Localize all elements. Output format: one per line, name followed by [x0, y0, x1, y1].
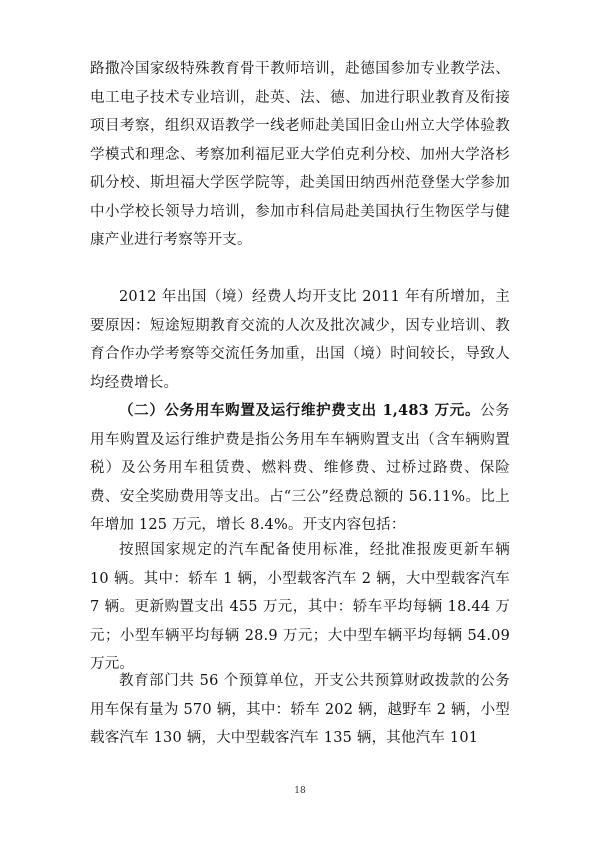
- paragraph-vehicle-inventory: 教育部门共 56 个预算单位，开支公共预算财政拨款的公务用车保有量为 570 辆，其中：轿车 202 辆，越野车 2 辆，小型载客汽车 130 辆，大中型载客汽车 135 辆，其他汽车 101: [90, 673, 510, 746]
- paragraph-vehicle-expenses: [90, 397, 510, 540]
- paragraph-vehicle-replacement: 按照国家规定的汽车配备使用标准，经批准报废更新车辆 10 辆。其中：轿车 1 辆，小型载客汽车 2 辆，大中型载客汽车 7 辆。更新购置支出 455 万元，其中：轿车平均每辆 18.44 万元；小型车辆平均每辆 28.9 万元；大中型车辆平均每辆 54.09 万元。: [90, 542, 510, 672]
- section-heading-vehicle: （二）公务用车购置及运行维护费支出 1,483 万元。: [119, 402, 481, 419]
- paragraph-overseas-training: 路撒冷国家级特殊教育骨干教师培训，赴德国参加专业教学法、电工电子技术专业培训，赴英、法、德、加进行职业教育及衔接项目考察，组织双语教学一线老师赴美国旧金山州立大学体验教学模式和理念、考察加利福尼亚大学伯克利分校、加州大学洛杉矶分校、斯坦福大学医学院等，赴美国田纳西州范登堡大学参加中小学校长领导力培训，参加市科信局赴美国执行生物医学与健康产业进行考察等开支。: [90, 61, 510, 248]
- section-body-vehicle: 公务用车购置及运行维护费是指公务用车车辆购置支出（含车辆购置税）及公务用车租赁费、燃料费、维修费、过桥过路费、保险费、安全奖励费用等支出。占“三公”经费总额的 56.11%。比上年增加 125 万元，增长 8.4%。开支内容包括：: [90, 403, 510, 533]
- page-number: 18: [294, 786, 306, 796]
- paragraph-per-capita-expense: 2012 年出国（境）经费人均开支比 2011 年有所增加，主要原因：短途短期教育交流的人次及批次减少，因专业培训、教育合作办学考察等交流任务加重，出国（境）时间较长，导致人均经费增长。: [90, 289, 510, 391]
